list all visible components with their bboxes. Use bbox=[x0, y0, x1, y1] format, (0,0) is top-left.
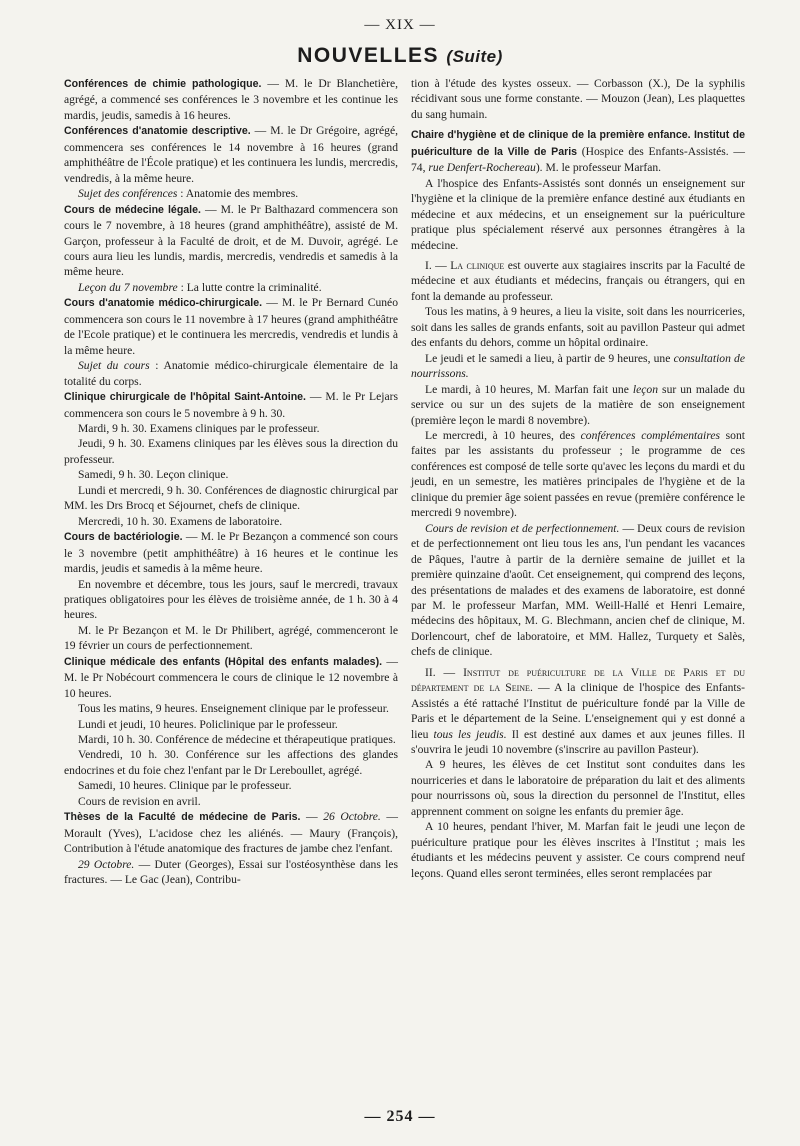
news-item bbox=[411, 382, 745, 428]
item-lead: I. — La clinique bbox=[425, 258, 505, 272]
news-item: Thèses de la Faculté de médecine de Paris. — 26 Octobre. — Morault (Yves), L'acidose chez les aliénés. — Maury (François), Contribution à l'étude anatomique des fractures de jambe chez l'enfant. bbox=[64, 810, 398, 856]
item-text: est ouverte aux stagiaires inscrits par la Faculté de médecine et aux étudiants et médecins, français ou étrangers, qui en font la demande au professeur. bbox=[411, 258, 745, 303]
news-paragraph: M. le Pr Bezançon et M. le Dr Philibert, agrégé, commenceront le 19 février un cours de perfectionnement. bbox=[64, 623, 398, 653]
item-text: — M. le Pr Bezançon a commencé son cours le 3 novembre (petit amphithéâtre) à 16 heures et le continue les mardis, jeudis et samedis à la même heure. bbox=[64, 530, 398, 576]
item-text: Le mercredi, à 10 heures, des bbox=[425, 428, 581, 442]
schedule-line: Samedi, 9 h. 30. Leçon clinique. bbox=[78, 468, 229, 482]
item-emphasis: leçon bbox=[632, 382, 659, 396]
item-text: — M. le Pr Bernard Cunéo commencera son cours le 11 novembre à 17 heures (grand amphithéâtre de l'Ecole pratique) et le continuera les mercredis, vendredis et lundis à la même heure. bbox=[64, 296, 399, 357]
news-item bbox=[64, 202, 398, 280]
news-item bbox=[411, 428, 745, 521]
news-item bbox=[411, 258, 745, 304]
item-heading: Cours de médecine légale. bbox=[64, 203, 201, 216]
news-item bbox=[64, 358, 398, 389]
news-paragraph: Tous les matins, à 9 heures, a lieu la visite, soit dans les nourriceries, soit dans les salles de grands enfants, soit au pavillon Pasteur qui admet des enfants du dehors, comme un hôpital ordinaire. bbox=[411, 305, 745, 350]
news-paragraph: A 9 heures, les élèves de cet Institut sont conduites dans les nourriceries et dans le laboratoire de préparation du lait et des aliments pour nourrissons où, sous la direction du personnel de l'Institut, elles apprennent comment on soigne les enfants du premier âge. bbox=[411, 758, 745, 818]
section-title-suite: (Suite) bbox=[446, 47, 503, 66]
item-heading: Clinique chirurgicale de l'hôpital Saint-Antoine. bbox=[64, 391, 306, 404]
item-label: Sujet des conférences bbox=[78, 187, 178, 201]
news-paragraph: A l'hospice des Enfants-Assistés sont donnés un enseignement sur l'hygiène et la clinique de la première enfance destiné aux étudiants en médecine et aux médecins, et un enseignement sur la puériculture pratique plus spécialement réservé aux personnes étrangères à la médecine. bbox=[411, 176, 745, 252]
news-item bbox=[411, 521, 745, 660]
news-item bbox=[64, 295, 398, 358]
section-title-main: NOUVELLES bbox=[297, 44, 440, 67]
news-item bbox=[64, 76, 398, 123]
news-item bbox=[64, 857, 398, 888]
item-text: : Anatomie médico-chirurgicale élementaire de la totalité du corps. bbox=[64, 359, 398, 388]
news-paragraph: A 10 heures, pendant l'hiver, M. Marfan fait le jeudi une leçon de puériculture pratique pour les élèves inscrites à l'Institut ; mais les étudiants et les médecins peuvent y assister. Ce cours comprend neuf leçons. Quand elles seront terminées, elles seront remplacées par bbox=[411, 820, 745, 880]
schedule-line: Samedi, 10 heures. Clinique par le professeur. bbox=[78, 779, 292, 793]
item-text: — A la clinique de l'hospice des Enfants-Assistés a été rattaché l'Institut de puériculture fondé par la Ville de Paris et le département de la Seine. L'enseignement qui y est donné a lieu bbox=[411, 681, 745, 741]
news-item bbox=[411, 127, 745, 175]
item-text: — Morault (Yves), L'acidose chez les aliénés. — Maury (François), Contribution à l'étude anatomique des fractures de jambe chez l'enfant. bbox=[64, 810, 398, 856]
item-label: Sujet du cours bbox=[78, 359, 150, 373]
item-text: (Hospice des Enfants-Assistés. — 74, bbox=[411, 144, 745, 175]
schedule-line: Cours de revision en avril. bbox=[78, 794, 201, 808]
item-text: — M. le Pr Lejars commencera son cours le 5 novembre à 9 h. 30. bbox=[64, 390, 398, 420]
item-text: Le jeudi et le samedi a lieu, à partir de 9 heures, une bbox=[425, 351, 674, 365]
news-item bbox=[64, 186, 398, 201]
schedule-line: Mardi, 9 h. 30. Examens cliniques par le professeur. bbox=[78, 421, 320, 435]
schedule-line: Vendredi, 10 h. 30. Conférence sur les affections des glandes endocrines et du foie chez l'enfant par le Dr Lereboullet, agrégé. bbox=[64, 748, 398, 777]
news-item bbox=[411, 351, 745, 382]
item-heading: Cours d'anatomie médico-chirurgicale. bbox=[64, 297, 263, 310]
item-text: Le mardi, à 10 heures, M. Marfan fait une bbox=[425, 382, 633, 396]
page-folio: — 254 — bbox=[364, 1108, 436, 1125]
item-text: — M. le Dr Grégoire, agrégé, commencera ses conférences le 14 novembre à 16 heures (grand amphithéâtre de l'École pratique) et les continuera les lundis, mercredis, vendredis, à la même heure. bbox=[64, 124, 398, 185]
schedule-line: Mardi, 10 h. 30. Conférence de médecine et thérapeutique pratiques. bbox=[78, 733, 396, 747]
item-label: Leçon du 7 novembre bbox=[78, 280, 178, 294]
schedule-line: Jeudi, 9 h. 30. Examens cliniques par les élèves sous la direction du professeur. bbox=[64, 437, 398, 466]
item-text: — M. le Pr Nobécourt commencera le cours de clinique le 12 novembre à 10 heures. bbox=[64, 654, 398, 700]
news-paragraph: En novembre et décembre, tous les jours, sauf le mercredi, travaux pratiques obligatoires pour les élèves de troisième année, de 1 h. 30 à 4 heures. bbox=[64, 577, 398, 622]
item-heading: Cours de bactériologie. bbox=[64, 531, 183, 544]
item-text: : La lutte contre la criminalité. bbox=[177, 280, 322, 294]
item-emphasis: Cours de revision et de perfectionnement. bbox=[425, 521, 620, 535]
news-item bbox=[64, 389, 398, 421]
schedule-line: Lundi et mercredi, 9 h. 30. Conférences de diagnostic chirurgical par MM. les Drs Brocq et Séjournet, chefs de clinique. bbox=[64, 483, 398, 513]
news-item bbox=[64, 654, 398, 701]
item-address: rue Denfert-Rochereau bbox=[428, 161, 536, 175]
item-emphasis: tous les jeudis. bbox=[433, 727, 507, 741]
item-text: sont faites par les assistants du professeur ; le programme de ces conférences est composé de telle sorte qu'avec les leçons du mardi et du jeudi, en un semestre, les matières principales de l'hygiène et de la clinique du premier âge soient passées en revue (première conférence le mercredi 9 novembre). bbox=[411, 428, 745, 520]
item-lead: II. — Institut de puériculture de la Ville de Paris et du département de la Seine. bbox=[411, 665, 745, 695]
news-item bbox=[64, 280, 398, 295]
item-date: 29 Octobre. bbox=[78, 857, 135, 871]
item-date: 26 Octobre. bbox=[323, 810, 381, 824]
item-text: — Deux cours de revision et de perfectionnement ont lieu tous les ans, l'un pendant les vacances de Pâques, l'autre à partir de la dernière semaine de juillet et la première quinzaine d'août. Cet enseignement, qui comprend des leçons, des présentations de malades et des examens de laboratoire, est donné par M. le professeur Marfan, MM. Weill-Hallé et Henri Lemaire, médecins des hôpitaux, M. G. Blechmann, ancien chef de clinique, M. Dorlencourt, chef de laboratoire, et MM. Hallez, Turquety et Salès, chefs de clinique. bbox=[411, 521, 745, 659]
right-column bbox=[411, 76, 745, 881]
news-item bbox=[411, 665, 745, 758]
item-text: — M. le Dr Blanchetière, agrégé, a commencé ses conférences le 3 novembre et les continue les mardis, jeudis, samedis à 16 heures. bbox=[64, 77, 398, 122]
news-item bbox=[64, 529, 398, 576]
item-heading: Conférences d'anatomie descriptive. bbox=[64, 125, 251, 138]
item-emphasis: conférences complémentaires bbox=[580, 428, 720, 442]
section-title bbox=[0, 44, 800, 68]
schedule-line: Lundi et jeudi, 10 heures. Policlinique par le professeur. bbox=[78, 717, 338, 731]
item-emphasis: consultation de nourrissons. bbox=[411, 351, 746, 381]
item-heading: Thèses de la Faculté de médecine de Paris. bbox=[64, 811, 301, 824]
item-text: — Duter (Georges), Essai sur l'ostéosynthèse dans les fractures. — Le Gac (Jean), Contribu- bbox=[64, 857, 399, 887]
item-text: Il est destiné aux dames et aux jeunes filles. Il s'ouvrira le jeudi 10 novembre (s'inscrire au pavillon Pasteur). bbox=[411, 727, 745, 757]
item-text: ). M. le professeur Marfan. bbox=[535, 161, 662, 175]
schedule-line: Mercredi, 10 h. 30. Examens de laboratoire. bbox=[78, 514, 283, 528]
item-heading: Clinique médicale des enfants (Hôpital des enfants malades). bbox=[64, 655, 383, 668]
news-item bbox=[64, 123, 398, 186]
news-paragraph: tion à l'étude des kystes osseux. — Corbasson (X.), De la syphilis récidivant sous une forme constante. — Mouzon (Jean), Les plaquettes du sang humain. bbox=[411, 77, 745, 121]
item-text: — M. le Pr Balthazard commencera son cours le 7 novembre, à 18 heures (grand amphithéâtre), assisté de M. Garçon, professeur à la Faculté de droit, et de M. Duvoir, agrégé. Le cours aura lieu les lundis, mardis, mercredis, vendredis et samedis à la même heure. bbox=[64, 202, 398, 279]
item-heading: Chaire d'hygiène et de clinique de la première enfance. Institut de puériculture de la Ville de Paris bbox=[411, 129, 745, 158]
schedule-line: Tous les matins, 9 heures. Enseignement clinique par le professeur. bbox=[78, 702, 389, 716]
left-column bbox=[64, 76, 398, 888]
roman-page-number: — XIX — bbox=[364, 17, 436, 33]
item-text: sur un malade du service ou sur un des sujets de la matière de son enseignement (première leçon le mardi 8 novembre). bbox=[411, 382, 745, 427]
item-heading: Conférences de chimie pathologique. bbox=[64, 78, 262, 90]
item-text: : Anatomie des membres. bbox=[177, 187, 299, 201]
